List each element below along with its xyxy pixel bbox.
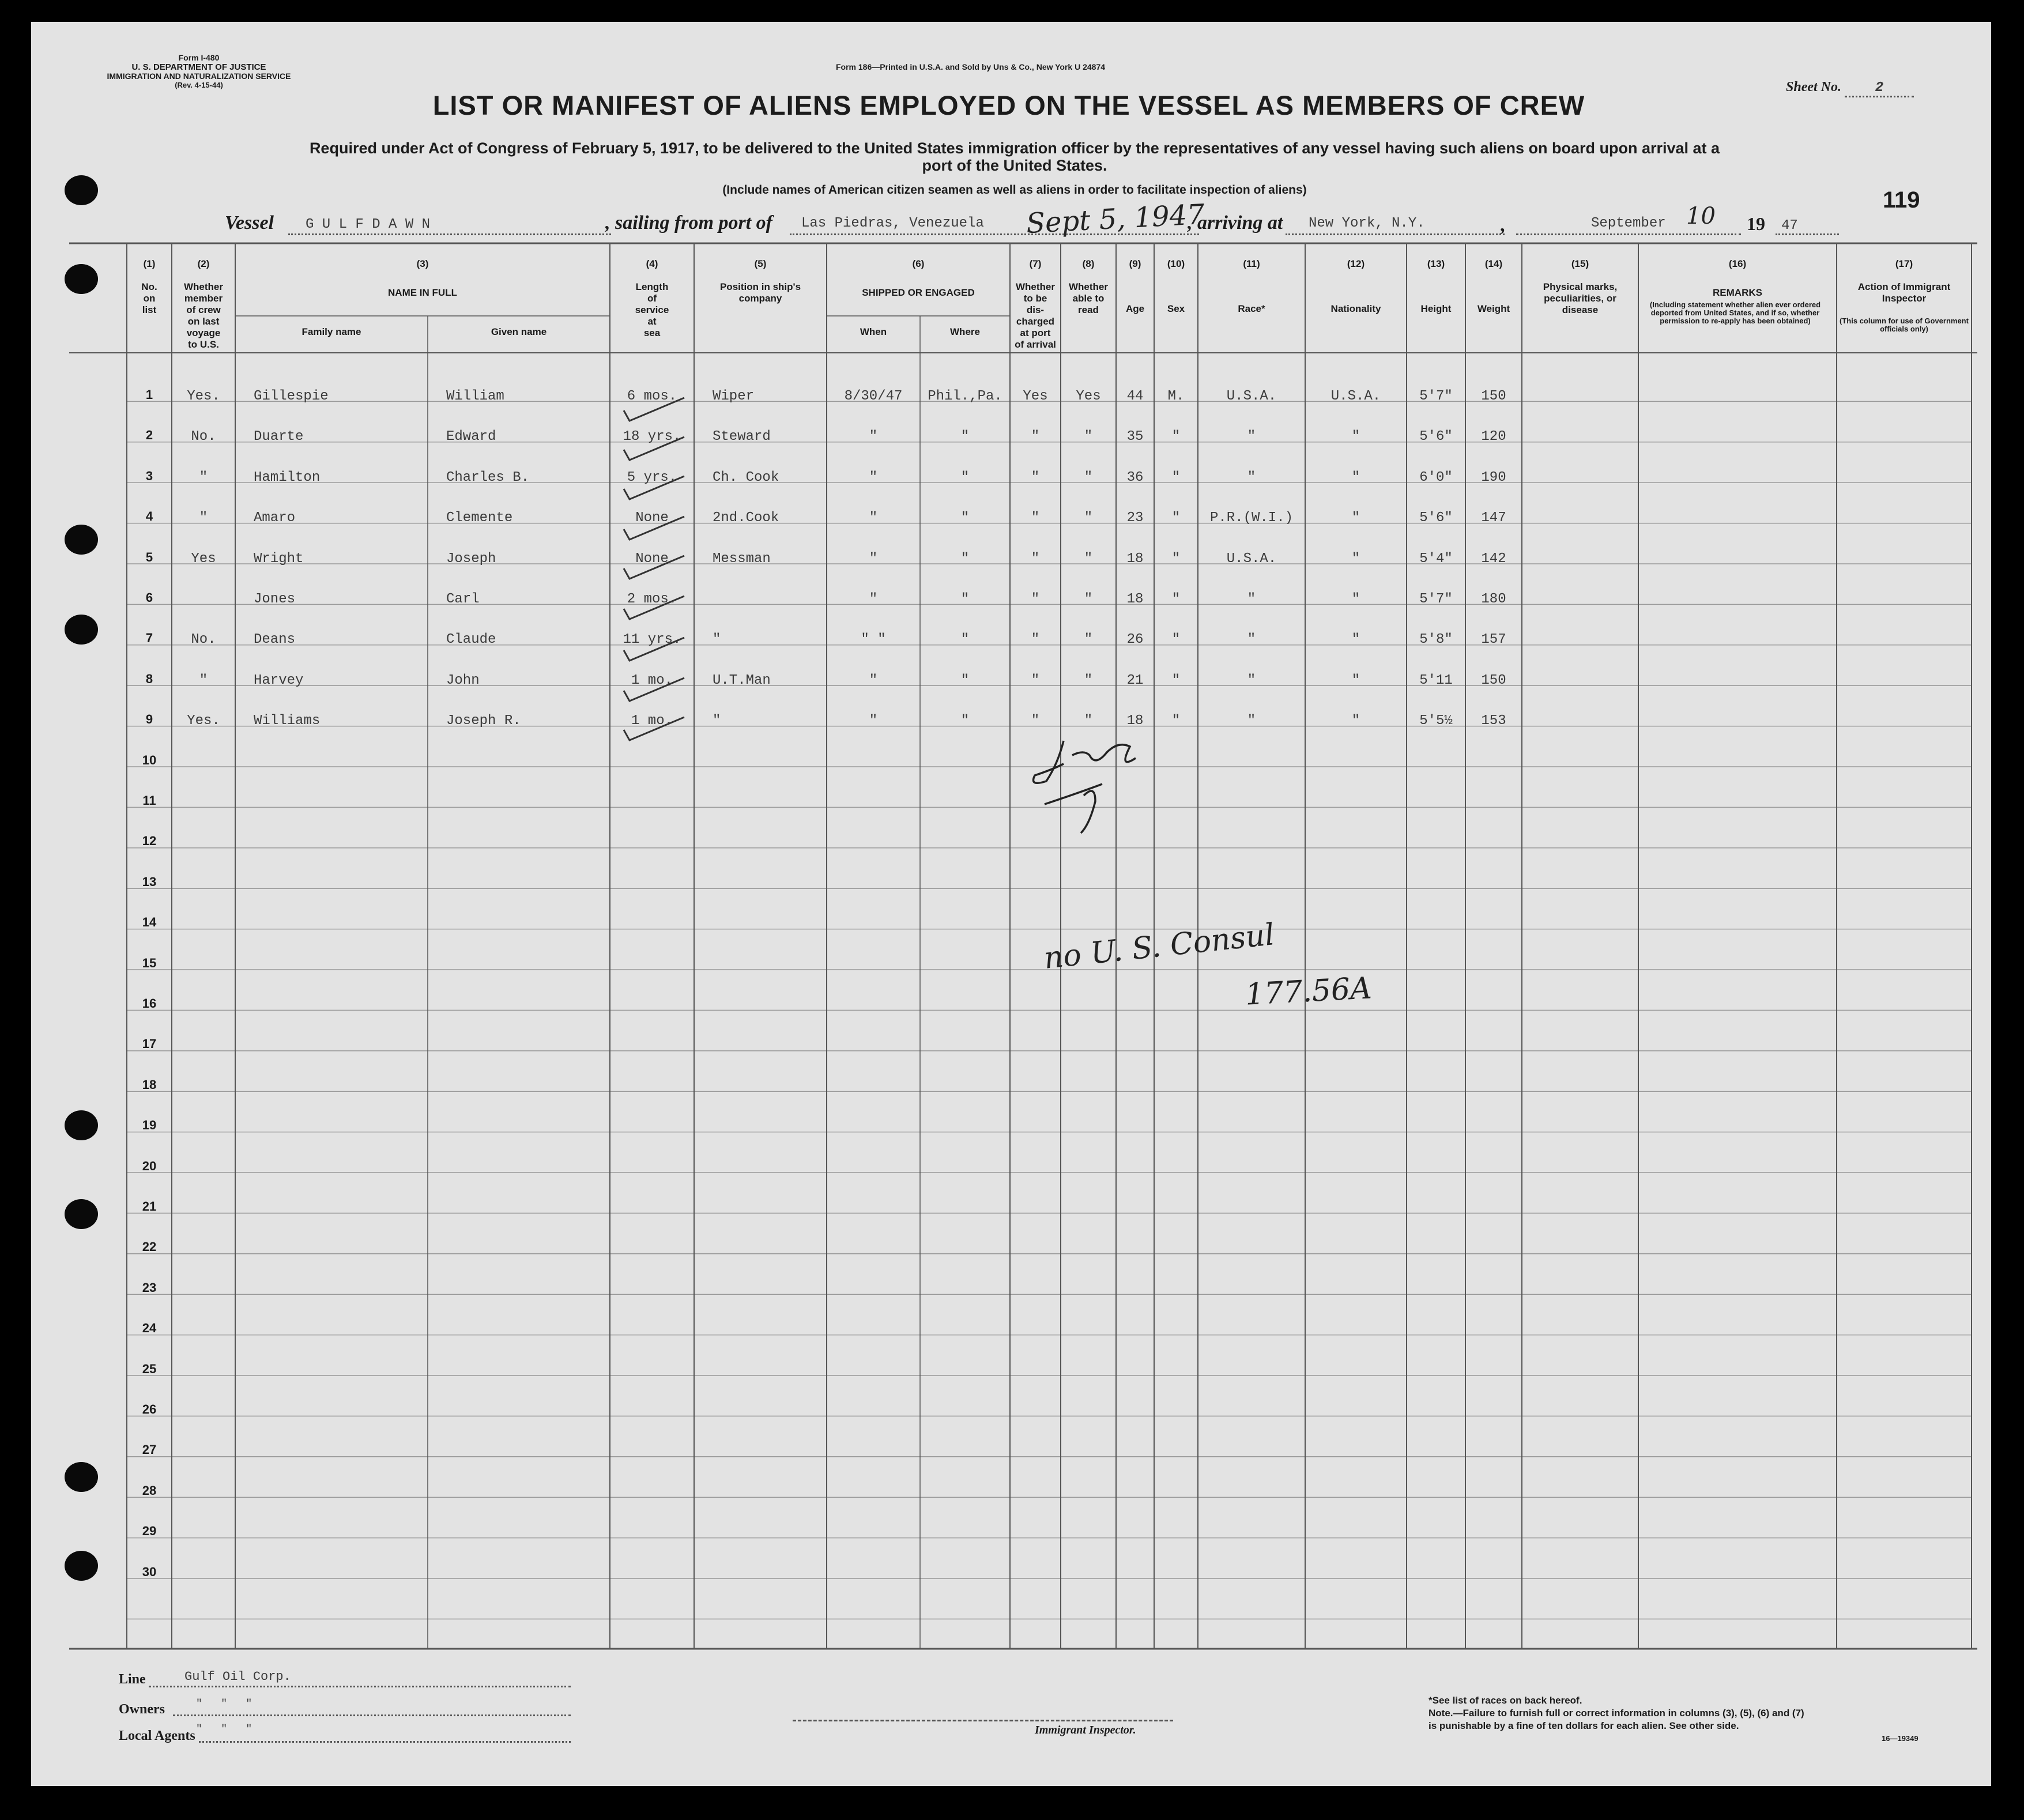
- cell-member: Yes.: [187, 713, 220, 729]
- agents-rule: [199, 1741, 571, 1743]
- cell-sex: ": [1171, 632, 1181, 648]
- cell-discharged: ": [1031, 469, 1040, 485]
- cell-age: 44: [1126, 389, 1144, 404]
- column-header: Position in ship's company: [719, 281, 801, 304]
- column-header: Action of Immigrant Inspector: [1857, 281, 1951, 304]
- cell-weight: 180: [1481, 591, 1506, 607]
- cell-position: Ch. Cook: [713, 469, 779, 485]
- cell-position: Steward: [713, 429, 771, 445]
- action-note: (This column for use of Government officials only): [1840, 316, 1969, 333]
- cell-where: ": [960, 713, 970, 729]
- cell-family: Jones: [254, 591, 296, 607]
- cell-height: 5'6": [1419, 510, 1453, 526]
- cell-weight: 142: [1481, 551, 1506, 567]
- file-number: 177.56A: [1244, 971, 1373, 1012]
- cell-where: ": [960, 591, 970, 607]
- cell-sex: M.: [1167, 389, 1185, 404]
- cell-sex: ": [1171, 713, 1181, 729]
- cell-given: Joseph R.: [446, 713, 521, 729]
- cell-read: ": [1084, 469, 1093, 485]
- column-number: (3): [416, 258, 429, 269]
- cell-service: 6 mos.: [627, 389, 677, 404]
- cell-member: Yes.: [187, 389, 220, 404]
- cell-discharged: ": [1031, 632, 1040, 648]
- cell-sex: ": [1171, 429, 1181, 445]
- sailing-date-handwritten: Sept 5, 1947: [1025, 198, 1206, 240]
- cell-when: ": [869, 551, 878, 567]
- column-number: (16): [1728, 258, 1747, 269]
- column-header: Weight: [1477, 303, 1510, 314]
- cell-position: U.T.Man: [713, 672, 771, 688]
- row-number: 19: [142, 1118, 157, 1133]
- cell-when: ": [869, 429, 878, 445]
- cell-member: ": [199, 672, 208, 688]
- column-header: Height: [1420, 303, 1452, 314]
- cell-given: Edward: [446, 429, 496, 445]
- line-value: Gulf Oil Corp.: [184, 1670, 291, 1684]
- cell-given: William: [446, 389, 504, 404]
- include-note: (Include names of American citizen seamen as well as aliens in order to facilitate inspection of aliens): [722, 183, 1307, 197]
- cell-family: Gillespie: [254, 389, 329, 404]
- cell-family: Wright: [254, 551, 304, 567]
- cell-family: Amaro: [254, 510, 296, 526]
- column-header: No. on list: [141, 281, 157, 315]
- column-number: (14): [1484, 258, 1503, 269]
- row-number: 8: [145, 671, 153, 686]
- service-label: IMMIGRATION AND NATURALIZATION SERVICE: [107, 71, 291, 81]
- cell-service: 1 mo.: [631, 672, 673, 688]
- cell-race: U.S.A.: [1226, 551, 1277, 567]
- cell-race: ": [1247, 713, 1256, 729]
- column-header: Length of service at sea: [635, 281, 669, 338]
- cell-member: ": [199, 469, 208, 485]
- column-number: (13): [1427, 258, 1445, 269]
- cell-position: Wiper: [713, 389, 755, 404]
- cell-age: 18: [1126, 713, 1144, 729]
- column-header: SHIPPED OR ENGAGED: [862, 287, 975, 298]
- cell-service: None: [635, 551, 669, 567]
- cell-given: Carl: [446, 591, 480, 607]
- year-prefix: 19: [1747, 213, 1765, 234]
- cell-discharged: ": [1031, 713, 1040, 729]
- row-number: 5: [145, 549, 153, 564]
- cell-family: Williams: [254, 713, 321, 729]
- cell-height: 5'7": [1419, 591, 1453, 607]
- row-number: 9: [145, 712, 153, 727]
- row-number: 22: [142, 1239, 157, 1254]
- cell-when: ": [869, 672, 878, 688]
- note-label: Note.: [1429, 1708, 1453, 1719]
- column-number: (6): [912, 258, 925, 269]
- cell-where: ": [960, 672, 970, 688]
- cell-nationality: ": [1351, 672, 1360, 688]
- cell-member: ": [199, 510, 208, 526]
- required-line-2: port of the United States.: [922, 157, 1107, 174]
- failure-note-1: [1429, 1708, 1804, 1719]
- cell-nationality: U.S.A.: [1331, 389, 1381, 404]
- row-number: 24: [142, 1321, 157, 1336]
- cell-age: 21: [1126, 672, 1144, 688]
- owners-value: " " ": [196, 1698, 252, 1710]
- inspector-rule: [793, 1720, 1173, 1721]
- owners-label: Owners: [119, 1702, 165, 1717]
- subheader-given-name: Given name: [491, 326, 547, 337]
- column-header: Whether member of crew on last voyage to U.S.: [184, 281, 223, 350]
- cell-weight: 147: [1481, 510, 1506, 526]
- cell-height: 5'6": [1419, 429, 1453, 445]
- cell-weight: 157: [1481, 632, 1506, 648]
- row-number: 3: [145, 468, 153, 483]
- cell-sex: ": [1171, 510, 1181, 526]
- check-marks: [624, 398, 684, 740]
- cell-family: Harvey: [254, 672, 304, 688]
- column-header: Race*: [1238, 303, 1265, 314]
- row-number: 28: [142, 1483, 157, 1498]
- cell-weight: 150: [1481, 672, 1506, 688]
- cell-sex: ": [1171, 551, 1181, 567]
- cell-age: 26: [1126, 632, 1144, 648]
- cell-when: ": [869, 510, 878, 526]
- column-number: (1): [143, 258, 156, 269]
- cell-discharged: ": [1031, 591, 1040, 607]
- cell-member: Yes: [191, 551, 216, 567]
- cell-service: 1 mo.: [631, 713, 673, 729]
- column-header: Physical marks, peculiarities, or disease: [1543, 281, 1618, 315]
- cell-member: No.: [191, 429, 216, 445]
- row-number: 11: [142, 793, 156, 808]
- cell-height: 6'0": [1419, 469, 1453, 485]
- print-code: 16—19349: [1882, 1734, 1919, 1743]
- row-number: 4: [145, 509, 153, 524]
- cell-position: ": [713, 632, 721, 648]
- cell-where: ": [960, 510, 970, 526]
- arriving-port: New York, N.Y.: [1309, 216, 1425, 231]
- sheet-label: Sheet No.: [1786, 80, 1841, 95]
- cell-race: ": [1247, 469, 1256, 485]
- cell-sex: ": [1171, 672, 1181, 688]
- cell-discharged: ": [1031, 510, 1040, 526]
- cell-service: None: [635, 510, 669, 526]
- cell-read: Yes: [1076, 389, 1101, 404]
- cell-where: ": [960, 632, 970, 648]
- cell-member: No.: [191, 632, 216, 648]
- cell-race: U.S.A.: [1226, 389, 1277, 404]
- row-number: 17: [142, 1037, 157, 1052]
- cell-read: ": [1084, 632, 1093, 648]
- cell-where: ": [960, 469, 970, 485]
- cell-age: 18: [1126, 551, 1144, 567]
- column-header: REMARKS: [1713, 287, 1762, 298]
- cell-given: Clemente: [446, 510, 513, 526]
- cell-sex: ": [1171, 469, 1181, 485]
- column-number: (4): [646, 258, 658, 269]
- row-number: 21: [142, 1199, 157, 1214]
- vessel-name: G U L F D A W N: [306, 217, 431, 232]
- row-number: 23: [142, 1280, 157, 1295]
- cell-weight: 150: [1481, 389, 1506, 404]
- cell-height: 5'7": [1419, 389, 1453, 404]
- cell-discharged: ": [1031, 672, 1040, 688]
- owners-rule: [173, 1715, 571, 1716]
- column-number: (12): [1347, 258, 1365, 269]
- cell-nationality: ": [1351, 510, 1360, 526]
- column-number: (11): [1243, 258, 1260, 269]
- sheet-number: 2: [1845, 80, 1914, 97]
- cell-family: Deans: [254, 632, 296, 648]
- cell-height: 5'11: [1419, 672, 1453, 688]
- column-number: (17): [1895, 258, 1913, 269]
- cell-race: ": [1247, 591, 1256, 607]
- cell-given: Charles B.: [446, 469, 530, 485]
- column-number: (7): [1029, 258, 1042, 269]
- cell-read: ": [1084, 713, 1093, 729]
- cell-race: ": [1247, 429, 1256, 445]
- row-number: 10: [142, 752, 157, 767]
- form-number: Form I-480: [178, 53, 220, 62]
- cell-when: ": [869, 469, 878, 485]
- row-number: 13: [142, 874, 157, 889]
- cell-race: ": [1247, 672, 1256, 688]
- document-title: LIST OR MANIFEST OF ALIENS EMPLOYED ON THE VESSEL AS MEMBERS OF CREW: [432, 90, 1585, 120]
- column-number: (10): [1167, 258, 1185, 269]
- cell-when: " ": [861, 632, 886, 648]
- line-rule: [149, 1686, 571, 1687]
- row-number: 7: [145, 631, 153, 646]
- arrival-day: 10: [1686, 203, 1716, 229]
- vessel-label: Vessel: [225, 212, 274, 233]
- cell-where: ": [960, 551, 970, 567]
- column-number: (8): [1082, 258, 1095, 269]
- page-number: 119: [1883, 187, 1920, 213]
- cell-weight: 190: [1481, 469, 1506, 485]
- row-number: 15: [142, 955, 157, 970]
- cell-age: 36: [1126, 469, 1144, 485]
- cell-service: 2 mos.: [627, 591, 677, 607]
- cell-read: ": [1084, 429, 1093, 445]
- row-number: 29: [142, 1524, 157, 1539]
- cell-service: 5 yrs.: [627, 469, 677, 485]
- row-number: 2: [145, 428, 153, 443]
- agents-value: " " ": [196, 1724, 252, 1735]
- cell-when: 8/30/47: [844, 389, 903, 404]
- cell-discharged: ": [1031, 551, 1040, 567]
- row-number: 26: [142, 1402, 157, 1416]
- cell-when: ": [869, 591, 878, 607]
- cell-race: ": [1247, 632, 1256, 648]
- consul-note: no U. S. Consul: [1042, 917, 1276, 976]
- row-number: 1: [145, 387, 153, 402]
- arriving-label: , arriving at: [1188, 212, 1283, 233]
- row-number: 27: [142, 1442, 157, 1457]
- subheader-where: Where: [950, 326, 980, 337]
- cell-position: 2nd.Cook: [713, 510, 779, 526]
- cell-race: P.R.(W.I.): [1209, 510, 1294, 526]
- cell-when: ": [869, 713, 878, 729]
- failure-note-2: is punishable by a fine of ten dollars for each alien. See other side.: [1429, 1720, 1739, 1731]
- column-header: Nationality: [1331, 303, 1381, 314]
- printer-note: Form 186—Printed in U.S.A. and Sold by Uns & Co., New York U 24874: [836, 62, 1106, 71]
- row-number: 30: [142, 1564, 157, 1579]
- remarks-note: (Including statement whether alien ever ordered deported from United States, and if so, whether permission to re-apply has been obtained): [1649, 300, 1821, 325]
- cell-where: Phil.,Pa.: [928, 389, 1002, 404]
- cell-family: Duarte: [254, 429, 304, 445]
- cell-discharged: ": [1031, 429, 1040, 445]
- cell-nationality: ": [1351, 591, 1360, 607]
- line-label: Line: [119, 1672, 146, 1687]
- row-number: 18: [142, 1077, 157, 1092]
- cell-where: ": [960, 429, 970, 445]
- cell-given: Claude: [446, 632, 496, 648]
- year-suffix: 47: [1781, 218, 1798, 233]
- column-number: (2): [197, 258, 210, 269]
- cell-discharged: Yes: [1023, 389, 1048, 404]
- cell-nationality: ": [1351, 713, 1360, 729]
- cell-weight: 120: [1481, 429, 1506, 445]
- row-number: 20: [142, 1158, 157, 1173]
- cell-height: 5'5½: [1419, 713, 1453, 729]
- column-number: (15): [1571, 258, 1589, 269]
- department-label: U. S. DEPARTMENT OF JUSTICE: [131, 62, 266, 72]
- cell-nationality: ": [1351, 632, 1360, 648]
- row-number: 12: [142, 834, 157, 849]
- column-header: Age: [1125, 303, 1145, 314]
- cell-position: Messman: [713, 551, 771, 567]
- cell-read: ": [1084, 510, 1093, 526]
- cell-given: John: [446, 672, 480, 688]
- row-number: 14: [142, 915, 157, 930]
- cell-weight: 153: [1481, 713, 1506, 729]
- cell-read: ": [1084, 672, 1093, 688]
- column-number: (9): [1129, 258, 1141, 269]
- cell-family: Hamilton: [254, 469, 321, 485]
- revision-label: (Rev. 4-15-44): [175, 81, 223, 89]
- column-header: NAME IN FULL: [388, 287, 457, 298]
- cell-position: ": [713, 713, 721, 729]
- column-header: Whether to be dis- charged at port of arrival: [1015, 281, 1056, 350]
- sailing-port: Las Piedras, Venezuela: [801, 216, 984, 231]
- cell-age: 35: [1126, 429, 1144, 445]
- cell-nationality: ": [1351, 551, 1360, 567]
- row-number: 6: [145, 590, 153, 605]
- cell-service: 11 yrs.: [623, 632, 681, 648]
- required-line-1: Required under Act of Congress of February 5, 1917, to be delivered to the United States immigration officer by the representatives of any vessel having such aliens on board upon arrival at a: [309, 140, 1720, 157]
- cell-age: 18: [1126, 591, 1144, 607]
- subheader-family-name: Family name: [301, 326, 361, 337]
- cell-height: 5'8": [1419, 632, 1453, 648]
- note-text: —Failure to furnish full or correct information in columns (3), (5), (6) and (7): [1453, 1708, 1804, 1719]
- cell-age: 23: [1126, 510, 1144, 526]
- cell-nationality: ": [1351, 429, 1360, 445]
- column-header: Whether able to read: [1069, 281, 1108, 315]
- comma-sep: ,: [1500, 214, 1505, 236]
- cell-read: ": [1084, 551, 1093, 567]
- cell-sex: ": [1171, 591, 1181, 607]
- arrival-month: September: [1591, 216, 1666, 231]
- inspector-label: Immigrant Inspector.: [1035, 1724, 1136, 1736]
- row-number: 16: [142, 996, 157, 1011]
- races-note: *See list of races on back hereof.: [1429, 1695, 1582, 1706]
- sailing-label: , sailing from port of: [605, 212, 772, 233]
- agents-label: Local Agents: [119, 1728, 195, 1743]
- cell-service: 18 yrs.: [623, 429, 681, 445]
- cell-nationality: ": [1351, 469, 1360, 485]
- subheader-when: When: [860, 326, 887, 337]
- cell-height: 5'4": [1419, 551, 1453, 567]
- row-number: 25: [142, 1361, 157, 1376]
- cell-read: ": [1084, 591, 1093, 607]
- column-header: Sex: [1167, 303, 1185, 314]
- column-number: (5): [754, 258, 767, 269]
- cell-given: Joseph: [446, 551, 496, 567]
